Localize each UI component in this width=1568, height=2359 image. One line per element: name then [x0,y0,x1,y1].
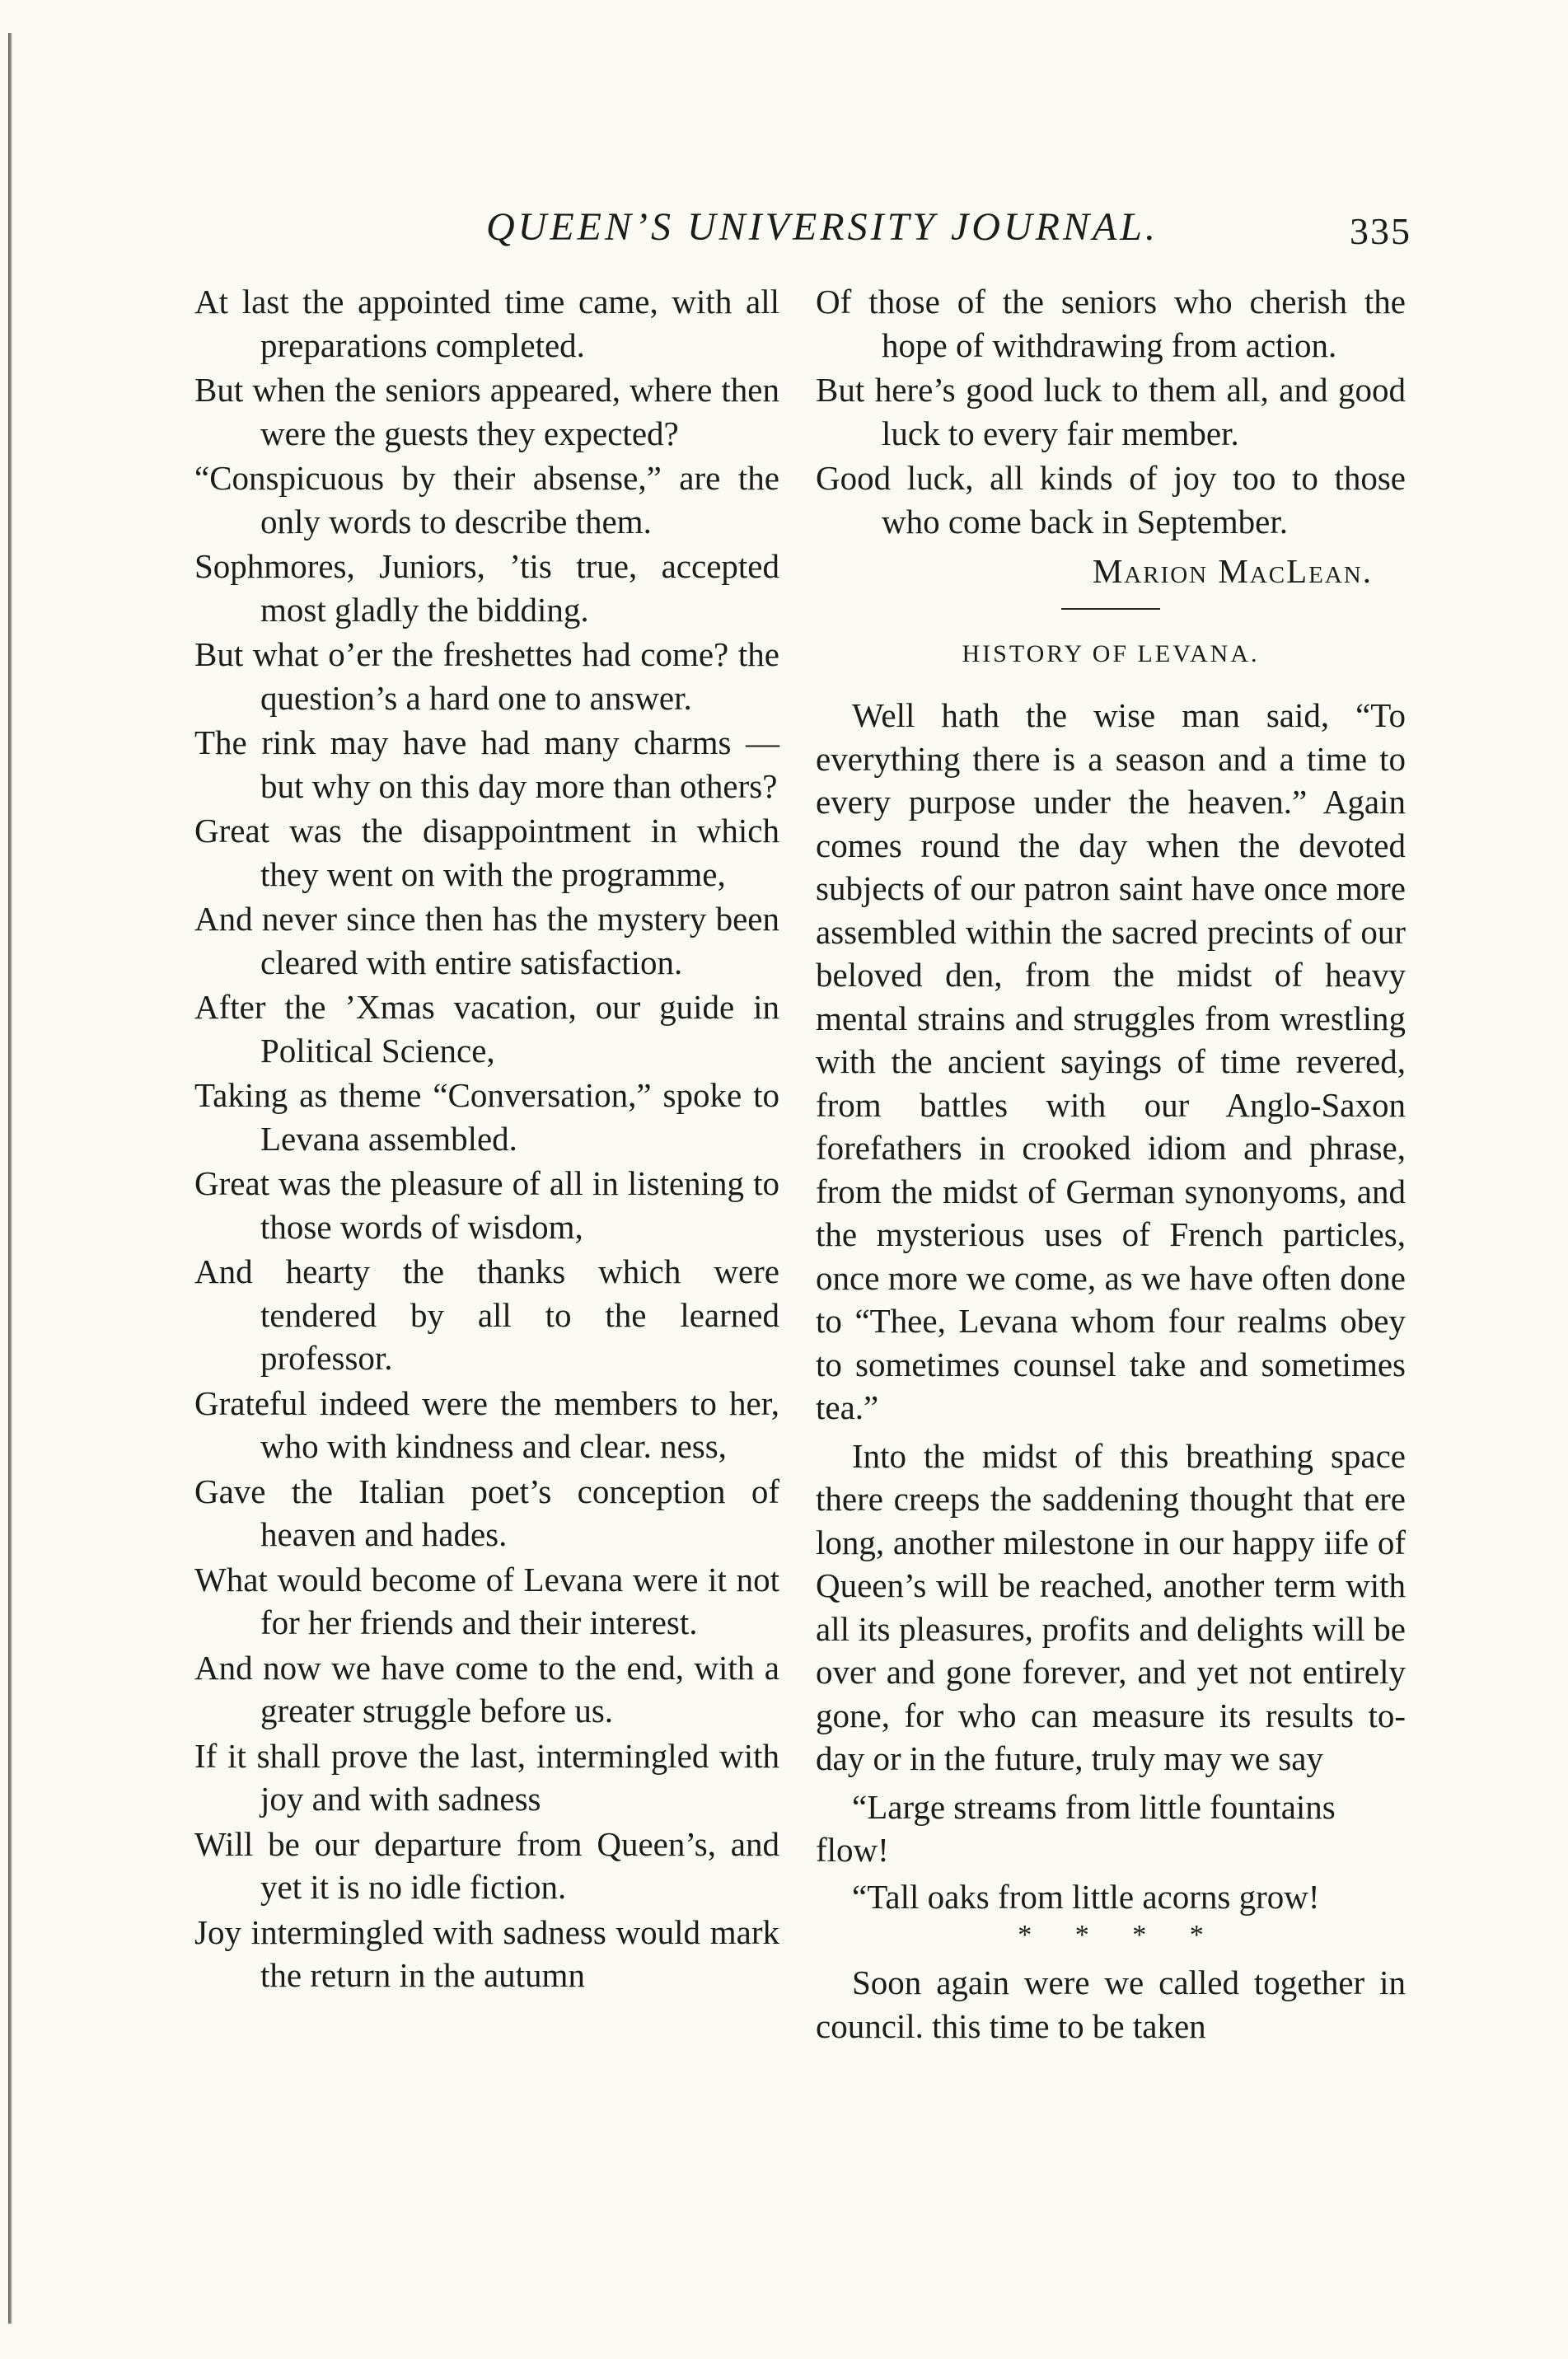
poem-stanza: Gave the Italian poet’s conception of heaven and hades. [194,1472,779,1553]
page-number: 335 [1350,210,1411,252]
poem-stanza: But here’s good luck to them all, and good luck to every fair member. [816,371,1406,452]
poem-stanza: After the ’Xmas vacation, our guide in Political Science, [194,988,779,1070]
poem-stanza: Of those of the seniors who cherish the hope of withdrawing from action. [816,283,1406,364]
poem-stanza: Will be our departure from Queen’s, and yet it is no idle fiction. [194,1824,779,1906]
journal-title: QUEEN’S UNIVERSITY JOURNAL. [486,205,1158,249]
poem-stanza: Grateful indeed were the members to her, who with kindness and clear. ness, [194,1383,779,1465]
poem-stanza: But what o’er the freshettes had come? the question’s a hard one to answer. [194,635,779,717]
right-column [816,280,1406,2048]
poem-stanza: But when the seniors appeared, where then were the guests they expected? [194,371,779,452]
poem-stanza: If it shall prove the last, intermingled with joy and with sadness [194,1736,779,1818]
poem-stanza: And hearty the thanks which were tendered by all to the learned professor. [194,1252,779,1377]
body-paragraph: Into the midst of this breathing space there creeps the saddening thought that ere long, another milestone in our happy iife of Queen’s will be reached, another term with all its pleasures, profits and delights will be over and gone forever, and yet not entirely gone, for who can measure its results to-day or in the future, truly may we say [816,1436,1406,1777]
poem-stanza: What would become of Levana were it not for her friends and their interest. [194,1560,779,1641]
poem-stanza: Great was the pleasure of all in listening to those words of wisdom, [194,1164,779,1246]
poem-stanza: “Conspicuous by their absense,” are the only words to describe them. [194,459,779,541]
verse-quote: “Large streams from little fountains flow! [816,1787,1336,1869]
poem-stanza: Great was the disappointment in which they went on with the programme, [194,812,779,893]
page-edge-shadow [8,33,12,2324]
poem-stanza: The rink may have had many charms —but why on this day more than others? [194,723,779,805]
poem-stanza: And now we have come to the end, with a greater struggle before us. [194,1648,779,1729]
left-column [194,280,779,1999]
poem-stanza: Joy intermingled with sadness would mark the return in the autumn [194,1912,779,1994]
author-signature: Marion MacLean. [1092,552,1373,590]
poem-stanza: And never since then has the mystery been cleared with entire satisfaction. [194,900,779,981]
verse-quote: “Tall oaks from little acorns grow! [852,1877,1320,1916]
section-title: HISTORY OF LEVANA. [962,639,1260,667]
poem-stanza: Sophmores, Juniors, ’tis true, accepted most gladly the bidding. [194,547,779,629]
section-divider [1061,608,1160,610]
running-header [486,198,1411,264]
poem-stanza: Taking as theme “Conversation,” spoke to Levana assembled. [194,1076,779,1158]
poem-stanza: At last the appointed time came, with all preparations completed. [194,283,779,364]
body-paragraph: Well hath the wise man said, “To everything there is a season and a time to every purpose under the heaven.” Again comes round the day when the devoted subjects of our patron saint have once more assembled within the sacred precints of our beloved den, from the midst of heavy mental strains and struggles from wrestling with the ancient sayings of time revered, from battles with our Anglo-Saxon forefathers in crooked idiom and phrase, from the midst of German synonyoms, and the mysterious uses of French particles, once more we come, as we have often done to “Thee, Levana whom four realms obey to sometimes counsel take and sometimes tea.” [816,696,1406,1426]
section-break-stars: * * * * [1018,1920,1204,1950]
body-paragraph: Soon again were we called together in council. this time to be taken [816,1963,1406,2045]
poem-stanza: Good luck, all kinds of joy too to those who come back in September. [816,459,1406,541]
